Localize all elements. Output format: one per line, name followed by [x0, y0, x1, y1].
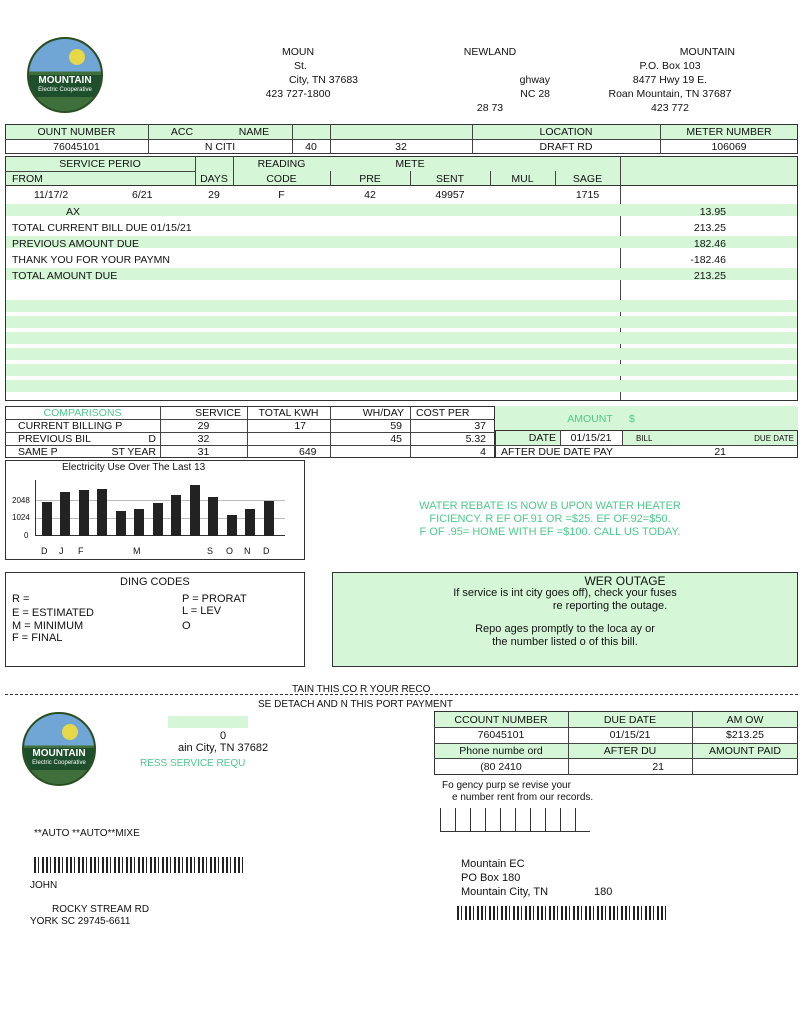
reading-code-l: L = LEV: [182, 605, 222, 617]
chart-bar-12: [245, 509, 255, 536]
remit-name: Mountain EC: [461, 858, 525, 870]
outage-line-1: If service is int city goes off), check your fuses: [453, 587, 677, 599]
stub-logo: [22, 712, 96, 786]
amount-paid-input[interactable]: [693, 759, 797, 774]
customer-barcode: [34, 857, 244, 873]
stub-name-highlight: [168, 716, 248, 728]
remit-zip: 180: [594, 886, 613, 898]
chart-x-label-9: O: [226, 546, 234, 556]
location-label: LOCATION: [539, 125, 593, 138]
stub-phone-value: (80 2410: [480, 760, 522, 773]
stub-amount-paid-label: AMOUNT PAID: [709, 744, 781, 757]
pay-after-due-label: AFTER DUE DATE PAY: [501, 445, 614, 458]
cooperative-logo: [27, 37, 103, 113]
reading-code-f: F = FINAL: [12, 632, 63, 644]
office-3-city: Roan Mountain, TN 37687: [608, 88, 732, 100]
comparisons-header-kwh: TOTAL KWH: [258, 406, 319, 419]
comparison-row-2-cost: 5.32: [465, 432, 486, 445]
office-3-phone: 423 772: [651, 102, 689, 114]
phone-note-line-2: e number rent from our records.: [452, 792, 594, 803]
phone-note-line-1: Fo gency purp se revise your: [442, 780, 571, 791]
stub-due-date-value: 01/15/21: [609, 729, 651, 741]
office-3-address: [605, 45, 735, 115]
chart-bar-11: [227, 515, 237, 536]
service-to-value: 6/21: [132, 189, 153, 201]
comparisons-header-service: SERVICE: [195, 406, 241, 419]
meter-number-label: METER NUMBER: [686, 125, 772, 138]
chart-x-label-2: J: [59, 546, 64, 556]
office-1-street: St.: [294, 60, 307, 72]
charge-row-4-label: THANK YOU FOR YOUR PAYMN: [12, 254, 170, 266]
rebate-line-1: WATER REBATE IS NOW B UPON WATER HEATER: [419, 500, 681, 512]
account-col3-value: 40: [305, 140, 317, 153]
office-1-name: MOUN: [281, 46, 315, 58]
account-col4-value: 32: [395, 140, 407, 153]
account-name-label-b: NAME: [238, 125, 270, 138]
account-name-value: N CITI: [204, 140, 236, 153]
pay-due-date-note: DUE DATE: [754, 433, 794, 443]
charge-row-2-label: TOTAL CURRENT BILL DUE 01/15/21: [12, 222, 192, 234]
office-3-name: MOUNTAIN: [679, 46, 735, 58]
reading-codes-title: DING CODES: [120, 576, 190, 588]
comparison-row-1-kwh: 17: [294, 419, 306, 432]
logo-subtitle: Electric Cooperative: [38, 87, 92, 93]
account-number-label: OUNT NUMBER: [37, 125, 116, 138]
code-label: CODE: [266, 172, 297, 185]
remit-barcode: [457, 906, 669, 920]
stub-account-value: 76045101: [477, 729, 525, 741]
office-1-address: [238, 45, 358, 101]
office-2-street: ghway: [519, 74, 550, 86]
chart-x-label-8: S: [207, 546, 214, 556]
chart-bar-1: [42, 502, 52, 536]
comparison-row-3-cost: 4: [480, 445, 486, 458]
comparison-row-3-suffix: ST YEAR: [111, 445, 156, 458]
meter-reading-label: METE: [395, 157, 425, 170]
stub-account-label: CCOUNT NUMBER: [454, 713, 548, 726]
phone-update-note: [442, 780, 593, 804]
charge-row-3-label: PREVIOUS AMOUNT DUE: [12, 238, 139, 250]
comparison-row-1-label: CURRENT BILLING P: [18, 419, 123, 432]
comparison-row-2-days: 32: [197, 432, 210, 445]
chart-bar-9: [190, 485, 200, 536]
outage-title: WER OUTAGE: [584, 574, 666, 588]
auto-pay-line: **AUTO **AUTO**MIXE: [34, 828, 140, 839]
comparison-row-3-label: SAME P: [18, 445, 58, 458]
reading-code-m: M = MINIMUM: [12, 620, 84, 632]
pay-date-label: DATE: [528, 432, 556, 444]
comparison-row-2-suffix: D: [148, 432, 156, 445]
stub-amount-now-label: AM OW: [726, 713, 764, 726]
reading-code-r: R =: [12, 593, 30, 605]
service-code-value: F: [278, 189, 285, 201]
outage-line-4: the number listed o of this bill.: [492, 636, 638, 648]
charge-row-4-amount: -182.46: [690, 254, 726, 266]
comparison-row-3-days: 31: [197, 445, 210, 458]
comparison-row-1-cost: 37: [474, 419, 486, 432]
chart-bar-8: [171, 495, 181, 536]
charge-row-1-amount: 13.95: [699, 206, 726, 218]
stub-after-due-value: 21: [652, 760, 664, 773]
customer-street: ROCKY STREAM RD: [52, 904, 150, 915]
office-2-city: NC 28: [520, 88, 550, 100]
stub-after-due-label: AFTER DU: [603, 744, 657, 757]
customer-city: YORK SC 29745-6611: [30, 916, 131, 927]
comparison-row-2-label: PREVIOUS BIL: [18, 432, 91, 445]
previous-reading-label: PRE: [359, 172, 381, 185]
service-usage-value: 1715: [575, 189, 600, 201]
office-2-address: [430, 45, 550, 115]
chart-x-labels: [35, 546, 285, 558]
from-label: FROM: [12, 172, 43, 185]
logo-name: MOUNTAIN: [38, 75, 92, 86]
customer-name: JOHN: [30, 880, 58, 891]
outage-text: [332, 587, 798, 649]
office-3-street: 8477 Hwy 19 E.: [632, 74, 708, 86]
comparison-row-1-kwhday: 59: [390, 419, 402, 432]
remit-address: [461, 857, 612, 899]
stub-logo-subtitle: Electric Cooperative: [32, 760, 86, 766]
chart-bar-4: [97, 489, 107, 536]
office-1-phone: 423 727-1800: [265, 88, 331, 100]
rebate-message: [330, 500, 770, 539]
chart-y-tick-1: 2048: [12, 496, 30, 505]
chart-bar-10: [208, 497, 218, 536]
chart-bar-13: [264, 501, 274, 536]
stub-due-date-label: DUE DATE: [603, 713, 657, 726]
pay-date-value: 01/15/21: [570, 432, 612, 444]
comparisons-header-cost: COST PER: [416, 406, 470, 419]
stub-city: ain City, TN 37682: [178, 742, 269, 754]
comparison-row-1-days: 29: [197, 419, 210, 432]
usage-label: SAGE: [572, 172, 603, 185]
office-2-name: NEWLAND: [463, 46, 517, 58]
meter-number-value: 106069: [711, 140, 747, 153]
remit-box: PO Box 180: [461, 872, 521, 884]
charge-row-1-label: AX: [66, 206, 81, 218]
charge-row-3-amount: 182.46: [693, 238, 726, 250]
present-reading-label: SENT: [435, 172, 464, 185]
express-service-request: RESS SERVICE REQU: [140, 758, 246, 769]
reading-label: READING: [257, 157, 306, 170]
service-from-value: 11/17/2: [34, 189, 69, 201]
account-name-label: [148, 124, 292, 139]
outage-line-3: Repo ages promptly to the loca ay or: [475, 623, 655, 635]
chart-x-label-1: D: [41, 546, 48, 556]
service-present-value: 49957: [435, 189, 465, 201]
chart-x-label-11: D: [263, 546, 270, 556]
comparisons-header-kwhday: WH/DAY: [362, 406, 404, 419]
stub-address-line: 0: [220, 730, 227, 742]
comparison-row-2-kwhday: 45: [390, 432, 402, 445]
chart-title: Electricity Use Over The Last 13: [62, 462, 206, 473]
charge-row-5-amount: 213.25: [693, 270, 726, 282]
stub-phone-label: Phone numbe ord: [459, 744, 543, 757]
reading-code-p: P = PRORAT: [182, 593, 247, 605]
account-name-label-a: ACC: [170, 125, 194, 138]
phone-entry-boxes[interactable]: [440, 808, 590, 832]
office-2-phone: 28 73: [476, 102, 504, 114]
charge-row-2-amount: 213.25: [693, 222, 726, 234]
chart-bar-2: [60, 492, 70, 536]
pay-bill-note: BILL: [636, 433, 653, 443]
charge-row-5-label: TOTAL AMOUNT DUE: [12, 270, 118, 282]
chart-bar-6: [134, 509, 144, 536]
multiplier-label: MUL: [511, 172, 534, 185]
chart-x-label-5: M: [133, 546, 141, 556]
chart-bar-7: [153, 503, 163, 536]
stub-logo-name: MOUNTAIN: [32, 748, 86, 759]
reading-code-o: O: [182, 620, 191, 632]
comparison-row-3-kwh: 649: [299, 445, 317, 458]
chart-y-tick-3: 0: [24, 531, 29, 540]
chart-plot-area: [35, 480, 285, 536]
outage-line-2: re reporting the outage.: [552, 600, 668, 612]
chart-bar-3: [79, 490, 89, 536]
chart-x-label-3: F: [78, 546, 84, 556]
location-value: DRAFT RD: [539, 140, 593, 153]
stub-amount-value: $213.25: [726, 729, 764, 741]
detach-notice: SE DETACH AND N THIS PORT PAYMENT: [258, 699, 454, 710]
office-1-city: City, TN 37683: [288, 74, 358, 86]
office-3-box: P.O. Box 103: [639, 60, 701, 72]
service-prev-value: 42: [364, 189, 376, 201]
comparisons-title: COMPARISONS: [43, 406, 122, 419]
rebate-line-3: F OF .95= HOME WITH EF =$100. CALL US TODAY.: [419, 526, 681, 538]
pay-amount-label: AMOUNT: [567, 412, 613, 425]
pay-after-due-amount: 21: [714, 445, 726, 458]
service-period-label: SERVICE PERIO: [59, 157, 141, 170]
retain-notice: TAIN THIS CO R YOUR RECO: [292, 684, 431, 695]
chart-x-label-10: N: [244, 546, 251, 556]
reading-code-e: E = ESTIMATED: [12, 607, 95, 619]
days-label: DAYS: [200, 172, 228, 185]
chart-y-tick-2: 1024: [12, 513, 30, 522]
service-days-value: 29: [208, 189, 220, 201]
rebate-line-2: FICIENCY. R EF OF.91 OR =$25. EF OF.92=$50.: [429, 513, 671, 525]
remit-city: Mountain City, TN: [461, 886, 549, 898]
account-number-value: 76045101: [53, 140, 100, 153]
chart-bar-5: [116, 511, 126, 536]
pay-dollar-sign: $: [629, 412, 635, 425]
